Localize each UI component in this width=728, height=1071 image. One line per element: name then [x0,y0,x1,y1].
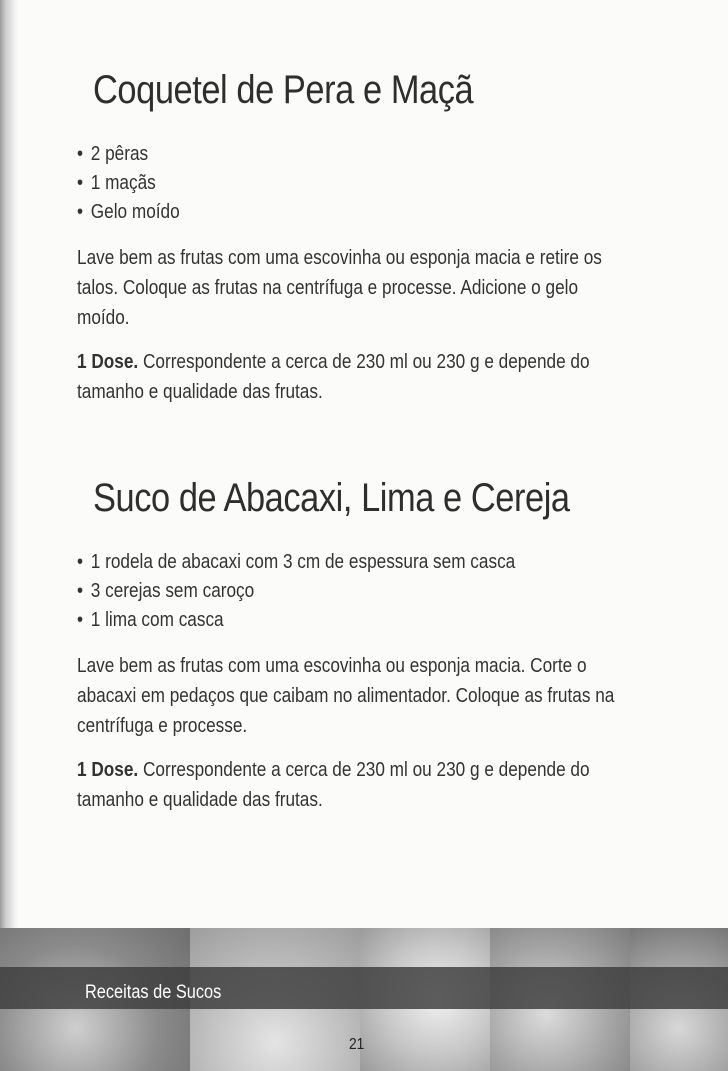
book-spine-shadow [0,0,18,1071]
dose-label: 1 Dose. [77,759,139,781]
ingredient-item: • Gelo moído [77,201,180,223]
ingredient-item: • 2 pêras [77,143,149,165]
ingredient-item: • 3 cerejas sem caroço [77,580,255,602]
recipe-dose [77,347,627,407]
ingredient-item: • 1 rodela de abacaxi com 3 cm de espessura sem casca [77,551,516,573]
recipe-instructions: Lave bem as frutas com uma escovinha ou esponja macia e retire os talos. Coloque as frutas na centrífuga e processe. Adicione o gelo moído. [77,247,602,329]
section-label: Receitas de Sucos [85,982,222,1003]
page-number: 21 [349,1036,365,1053]
recipe-title: Suco de Abacaxi, Lima e Cereja [93,476,570,520]
dose-label: 1 Dose. [77,351,139,373]
recipe-instructions: Lave bem as frutas com uma escovinha ou esponja macia. Corte o abacaxi em pedaços que caibam no alimentador. Coloque as frutas na centrífuga e processe. [77,655,615,737]
dose-text: Correspondente a cerca de 230 ml ou 230 g e depende do tamanho e qualidade das frutas. [77,351,590,403]
ingredient-item: • 1 lima com casca [77,609,224,631]
recipe-title: Coquetel de Pera e Maçã [93,68,474,112]
recipe-dose [77,755,627,815]
dose-text: Correspondente a cerca de 230 ml ou 230 g e depende do tamanho e qualidade das frutas. [77,759,590,811]
recipe-suco-abacaxi-lima-cereja [77,474,637,815]
recipe-coquetel-pera-maca [77,66,637,407]
ingredient-list [77,140,637,227]
ingredient-item: • 1 maçãs [77,172,156,194]
ingredient-list [77,548,637,635]
